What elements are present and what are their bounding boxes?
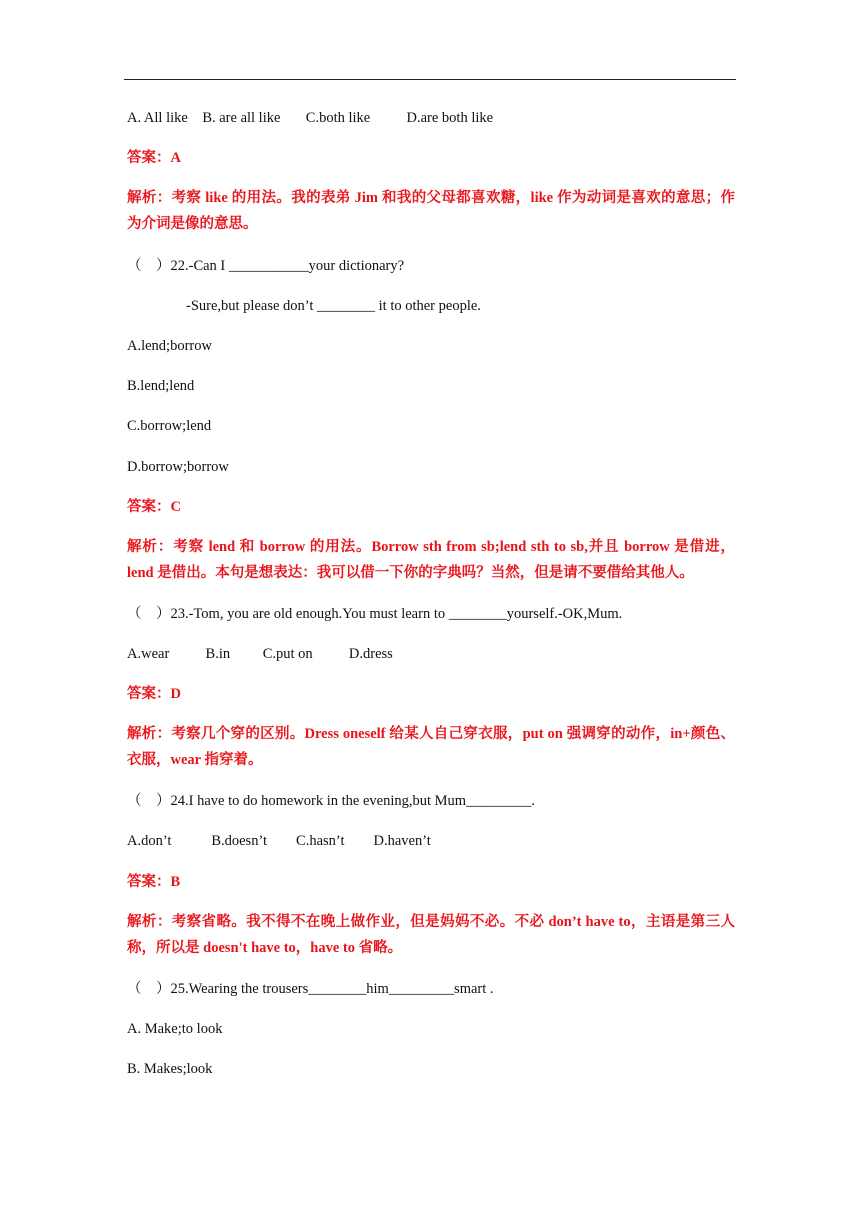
q22-explanation: 解析：考察 lend 和 borrow 的用法。Borrow sth from sb;lend sth to sb,并且 borrow 是借进，lend 是借出。本句是想表达：我可以借一下你的字典吗？当然，但是请不要借给其他人。: [127, 539, 735, 581]
q25-stem: （ ）25.Wearing the trousers________him_________smart .: [127, 981, 494, 997]
q23-explanation: 解析：考察几个穿的区别。Dress oneself 给某人自己穿衣服，put on 强调穿的动作，in+颜色、衣服，wear 指穿着。: [127, 726, 735, 768]
q23-options: A.wear B.in C.put on D.dress: [127, 646, 393, 662]
q24-answer: 答案：B: [127, 874, 181, 890]
q25-option-a: A. Make;to look: [127, 1021, 223, 1037]
q21-answer: 答案：A: [127, 150, 181, 166]
q24-options: A.don’t B.doesn’t C.hasn’t D.haven’t: [127, 833, 431, 849]
q22-answer: 答案：C: [127, 499, 181, 515]
q25-option-b: B. Makes;look: [127, 1061, 213, 1077]
q23-answer: 答案：D: [127, 686, 181, 702]
q22-option-a: A.lend;borrow: [127, 338, 212, 354]
q22-stem: （ ）22.-Can I ___________your dictionary?: [127, 258, 405, 274]
q21-options: A. All like B. are all like C.both like D.are both like: [127, 110, 494, 126]
q23-stem: （ ）23.-Tom, you are old enough.You must learn to ________yourself.-OK,Mum.: [127, 606, 623, 622]
q22-stem-reply: -Sure,but please don’t ________ it to other people.: [186, 298, 481, 314]
q24-explanation: 解析：考察省略。我不得不在晚上做作业，但是妈妈不必。不必 don’t have to，主语是第三人称，所以是 doesn't have to，have to 省略。: [127, 914, 735, 956]
q22-option-d: D.borrow;borrow: [127, 459, 229, 475]
q22-option-b: B.lend;lend: [127, 378, 195, 394]
q22-option-c: C.borrow;lend: [127, 418, 212, 434]
header-rule: [124, 79, 736, 80]
q24-stem: （ ）24.I have to do homework in the evening,but Mum_________.: [127, 793, 535, 809]
q21-explanation: 解析：考察 like 的用法。我的表弟 Jim 和我的父母都喜欢糖，like 作为动词是喜欢的意思；作为介词是像的意思。: [127, 190, 735, 232]
